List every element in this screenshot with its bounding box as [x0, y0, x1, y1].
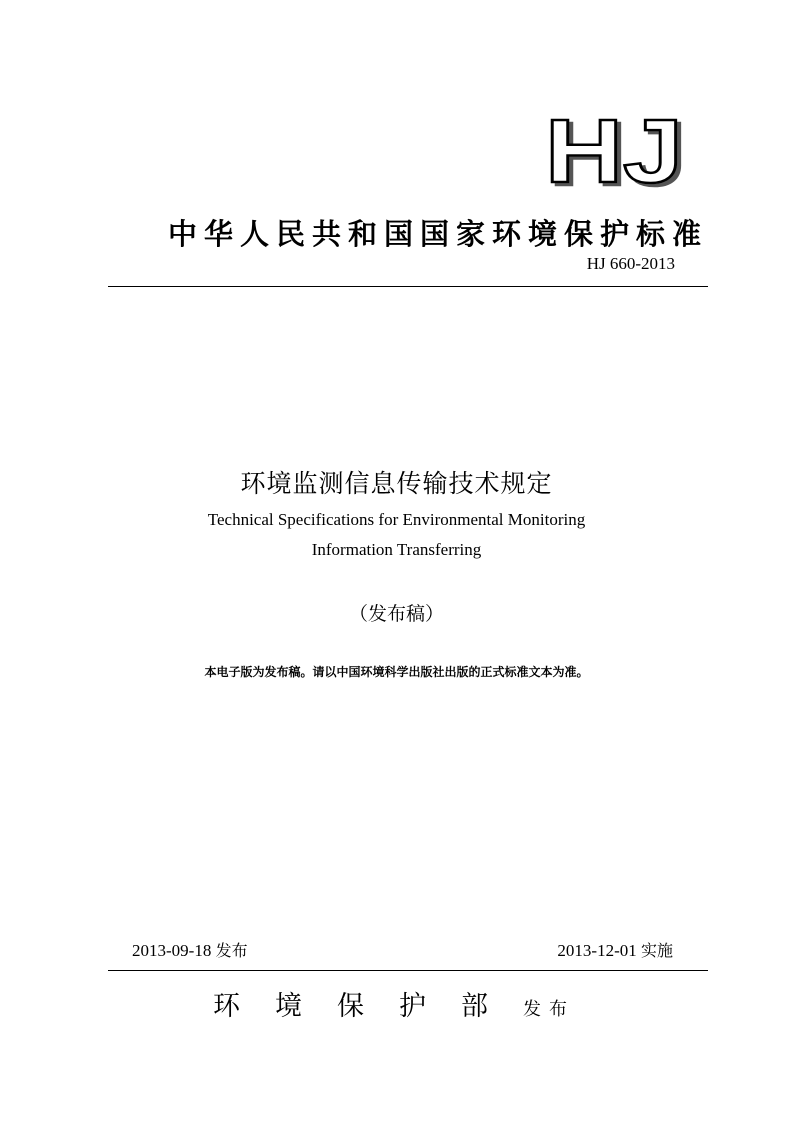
publisher-suffix: 发布 [523, 999, 575, 1020]
top-divider [108, 286, 708, 287]
issue-date-label: 发布 [215, 941, 248, 960]
hj-logo [545, 112, 690, 188]
edition-note: 本电子版为发布稿。请以中国环境科学出版社出版的正式标准文本为准。 [204, 665, 589, 679]
bottom-divider [108, 970, 708, 971]
implementation-date-value: 2013-12-01 [557, 941, 637, 960]
draft-status: （发布稿） [348, 603, 444, 625]
standard-number: HJ 660-2013 [586, 254, 675, 273]
standard-series-title: 中华人民共和国国家环境保护标准 [167, 217, 708, 251]
document-title-zh: 环境监测信息传输技术规定 [240, 469, 553, 498]
issue-date [132, 938, 248, 961]
publisher [213, 984, 575, 1023]
issue-date-value: 2013-09-18 [132, 941, 212, 960]
implementation-date-label: 实施 [640, 941, 673, 960]
implementation-date [557, 938, 673, 961]
publisher-name: 环境保护部 [213, 991, 523, 1022]
document-title-en-line1: Technical Specifications for Environmental Monitoring [207, 510, 586, 529]
document-title-en-line2: Information Transferring [311, 540, 482, 559]
logo-text: HJ [545, 112, 683, 188]
